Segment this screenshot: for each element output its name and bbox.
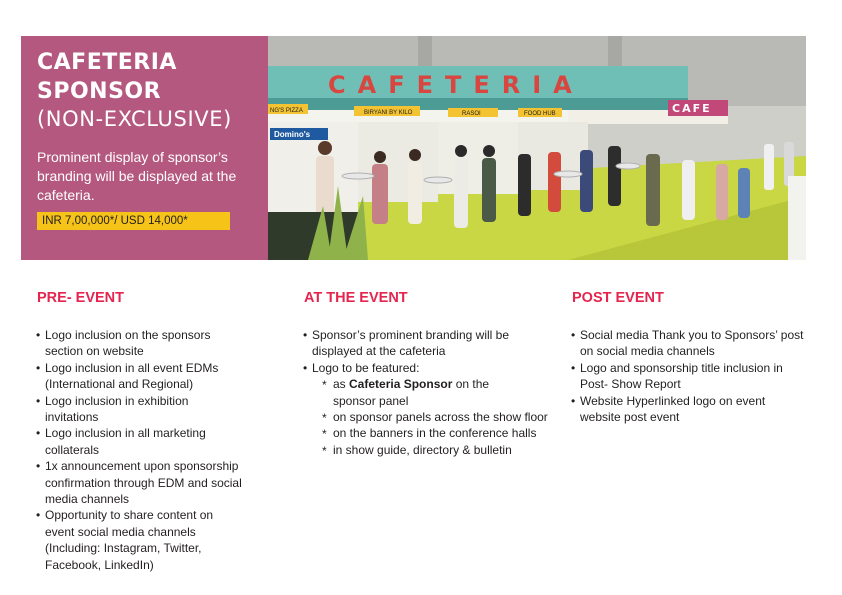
price-badge: INR 7,00,000*/ USD 14,000*	[37, 212, 230, 230]
stall-sign-2: BIRYANI BY KILO	[364, 110, 413, 116]
list-item: • Website Hyperlinked logo on event website post event	[572, 393, 800, 426]
hero-banner	[21, 36, 806, 260]
stall-sign-3: Domino's	[274, 130, 311, 139]
list-item: • Social media Thank you to Sponsors’ post on social media channels	[572, 327, 812, 360]
stall-sign-1: NG'S PIZZA	[270, 108, 303, 114]
sponsor-description: Prominent display of sponsor’s branding will be displayed at the cafeteria.	[37, 149, 237, 203]
list-item: • Opportunity to share content on event social media channels (Including: Instagram, Twitter, Facebook, LinkedIn)	[37, 507, 245, 573]
sub-item-text: on the sponsor panel	[333, 377, 490, 408]
at-event-heading: AT THE EVENT	[304, 290, 408, 306]
sponsor-title-line2: SPONSOR	[37, 79, 162, 104]
list-item: • Logo inclusion on the sponsors section on website	[37, 327, 245, 360]
pre-event-column	[37, 289, 277, 573]
cafeteria-photo	[268, 36, 806, 260]
at-event-list	[304, 327, 548, 458]
list-item	[304, 360, 548, 458]
sub-list-item: * on the banners in the conference halls	[320, 425, 543, 441]
stall-sign-4: RASOI	[462, 111, 481, 117]
list-item: • Logo inclusion in exhibition invitations	[37, 393, 225, 426]
pre-event-heading: PRE- EVENT	[37, 290, 125, 306]
at-event-column	[304, 289, 548, 458]
sub-list-item: * in show guide, directory & bulletin	[320, 442, 558, 458]
sponsor-info-panel	[21, 36, 268, 260]
sponsor-title	[37, 48, 268, 106]
sponsor-subtitle: (NON-EXCLUSIVE)	[37, 107, 232, 131]
sub-list-item	[320, 376, 503, 409]
list-item: • Sponsor’s prominent branding will be displayed at the cafeteria	[304, 327, 527, 360]
list-item-label: Logo to be featured:	[312, 360, 420, 375]
sponsor-title-line1: CAFETERIA	[37, 50, 177, 75]
photo-sign-right-text: CAFE	[672, 102, 712, 115]
post-event-column	[572, 289, 812, 425]
post-event-heading: POST EVENT	[572, 290, 664, 306]
feature-sublist	[312, 376, 548, 458]
photo-sign-text: CAFETERIA	[328, 71, 584, 99]
sub-item-text: as	[333, 377, 350, 392]
sponsor-title-bold: Cafeteria Sponsor	[349, 377, 453, 392]
stall-sign-5: FOOD HUB	[524, 111, 556, 117]
list-item: • Logo inclusion in all event EDMs (International and Regional)	[37, 360, 255, 393]
sub-list-item: * on sponsor panels across the show floor	[320, 409, 553, 425]
list-item: • Logo inclusion in all marketing collaterals	[37, 425, 245, 458]
list-item: • Logo and sponsorship title inclusion in Post- Show Report	[572, 360, 808, 393]
list-item: • 1x announcement upon sponsorship confirmation through EDM and social media channels	[37, 458, 277, 507]
post-event-list	[572, 327, 812, 425]
pre-event-list	[37, 327, 277, 573]
